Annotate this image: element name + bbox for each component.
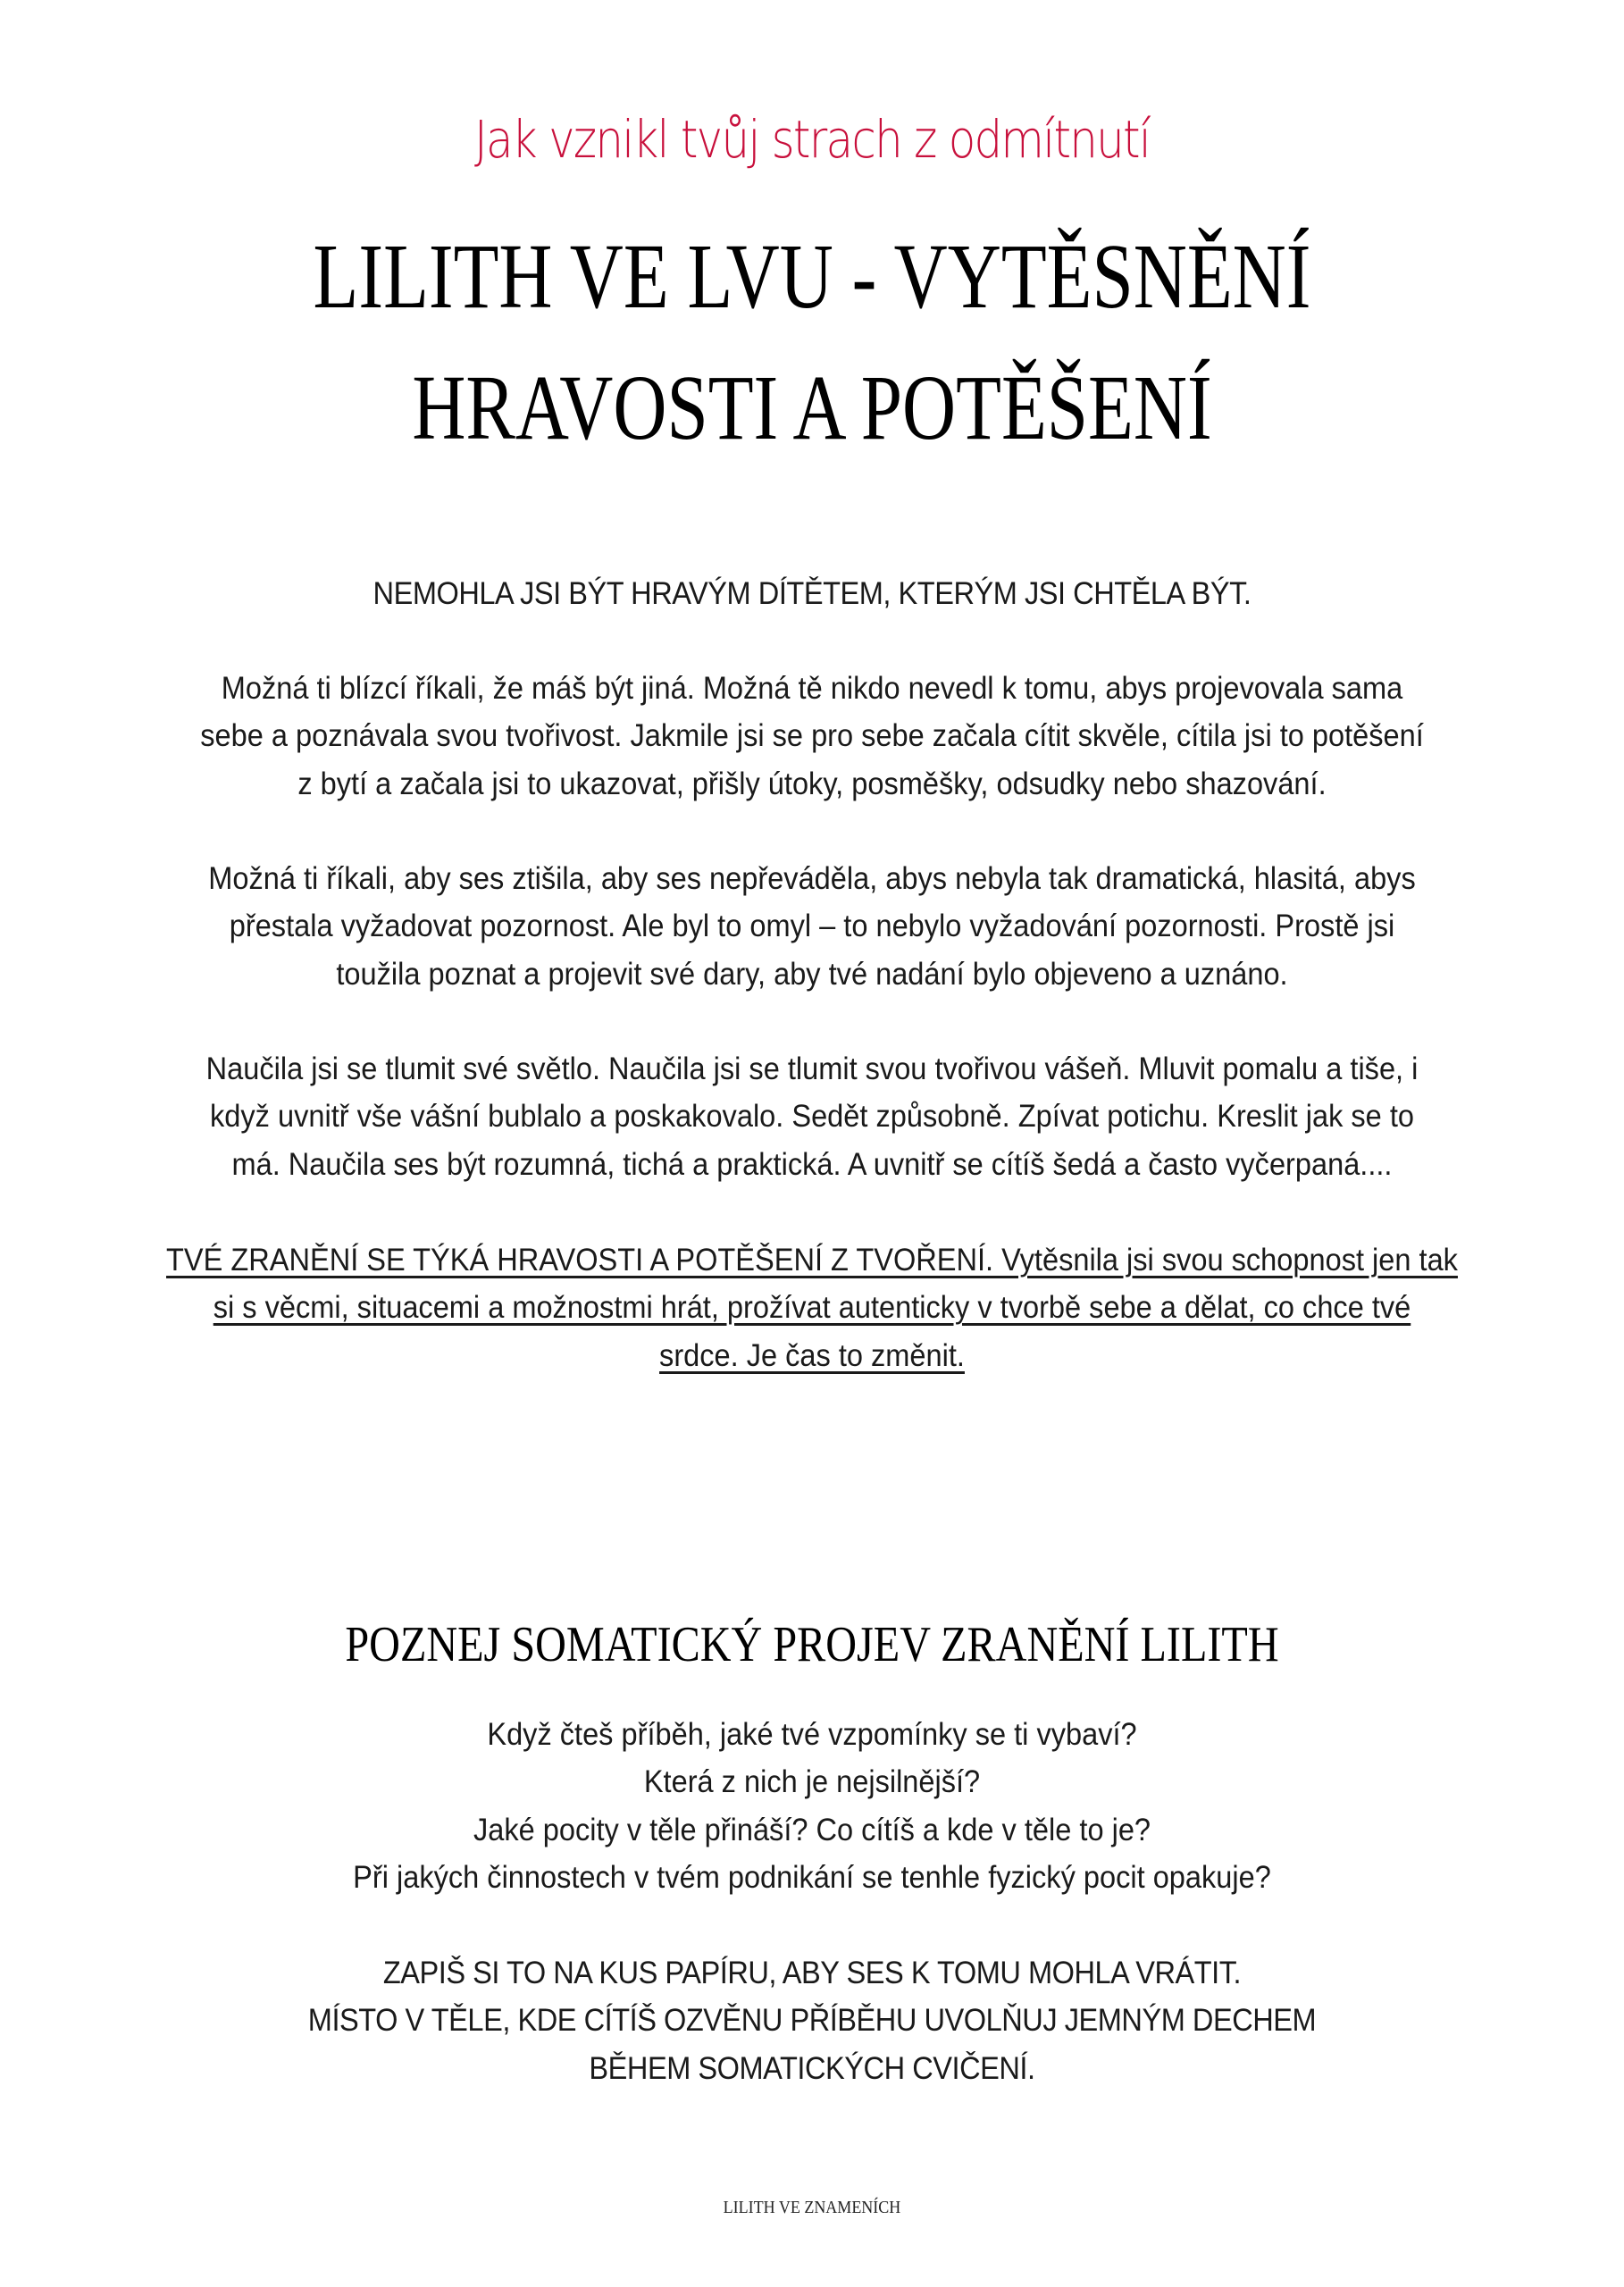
- paragraph-line: toužila poznat a projevit své dary, aby tvé nadání bylo objeveno a uznáno.: [336, 956, 1288, 992]
- instruction-line: BĚHEM SOMATICKÝCH CVIČENÍ.: [589, 2050, 1035, 2086]
- paragraph-line: z bytí a začala jsi to ukazovat, přišly útoky, posměšky, odsudky nebo shazování.: [297, 766, 1327, 801]
- page-title-line-2: HRAVOSTI A POTĚŠENÍ: [412, 356, 1212, 459]
- paragraph-2: [57, 855, 1568, 998]
- paragraph-line: Možná ti říkali, aby ses ztišila, aby ses nepřeváděla, abys nebyla tak dramatická, hlasitá, abys: [208, 861, 1416, 896]
- underlined-wound-statement: [57, 1236, 1568, 1379]
- paragraph-line: přestala vyžadovat pozornost. Ale byl to omyl – to nebylo vyžadování pozornosti. Prostě jsi: [229, 909, 1395, 944]
- underlined-line: si s věcmi, situacemi a možnostmi hrát, prožívat autenticky v tvorbě sebe a dělat, co chce tvé: [213, 1290, 1411, 1326]
- paragraph-line: sebe a poznávala svou tvořivost. Jakmile jsi se pro sebe začala cítit skvěle, cítila jsi to potěšení: [200, 718, 1424, 754]
- underlined-line: srdce. Je čas to změnit.: [659, 1337, 965, 1373]
- question-line: Která z nich je nejsilnější?: [643, 1764, 981, 1800]
- paragraph-3: [57, 1045, 1568, 1188]
- instructions: [57, 1949, 1568, 2092]
- paragraph-line: má. Naučila ses být rozumná, tichá a praktická. A uvnitř se cítíš šedá a často vyčerpaná....: [231, 1146, 1393, 1182]
- intro-lead: NEMOHLA JSI BÝT HRAVÝM DÍTĚTEM, KTERÝM JSI CHTĚLA BÝT.: [373, 576, 1251, 611]
- instruction-line: ZAPIŠ SI TO NA KUS PAPÍRU, ABY SES K TOMU MOHLA VRÁTIT.: [382, 1956, 1242, 1990]
- paragraph-line: když uvnitř vše vášní bublalo a poskakovalo. Sedět způsobně. Zpívat potichu. Kreslit jak se to: [210, 1099, 1414, 1135]
- paragraph-line: Možná ti blízcí říkali, že máš být jiná. Možná tě nikdo nevedl k tomu, abys projevovala sama: [221, 671, 1403, 706]
- page-footer: LILITH VE ZNAMENÍCH: [723, 2198, 901, 2217]
- paragraph-1: [57, 665, 1568, 808]
- underlined-line: TVÉ ZRANĚNÍ SE TÝKÁ HRAVOSTI A POTĚŠENÍ Z TVOŘENÍ. Vytěsnila jsi svou schopnost jen tak: [166, 1243, 1458, 1278]
- question-line: Jaké pocity v těle přináší? Co cítíš a kde v těle to je?: [473, 1812, 1151, 1847]
- reflection-questions: [57, 1711, 1568, 1901]
- paragraph-line: Naučila jsi se tlumit své světlo. Naučila jsi se tlumit svou tvořivou vášeň. Mluvit pomalu a tiše, i: [205, 1051, 1419, 1086]
- question-line: Při jakých činnostech v tvém podnikání se tenhle fyzický pocit opakuje?: [353, 1859, 1271, 1895]
- question-line: Když čteš příběh, jaké tvé vzpomínky se ti vybaví?: [487, 1717, 1137, 1752]
- page-subtitle: Jak vznikl tvůj strach z odmítnutí: [473, 109, 1151, 170]
- instruction-line: MÍSTO V TĚLE, KDE CÍTÍŠ OZVĚNU PŘÍBĚHU UVOLŇUJ JEMNÝM DECHEM: [307, 2003, 1317, 2039]
- section-heading-somatic: POZNEJ SOMATICKÝ PROJEV ZRANĚNÍ LILITH: [345, 1617, 1279, 1672]
- page-title-line-1: LILITH VE LVU - VYTĚSNĚNÍ: [313, 225, 1311, 328]
